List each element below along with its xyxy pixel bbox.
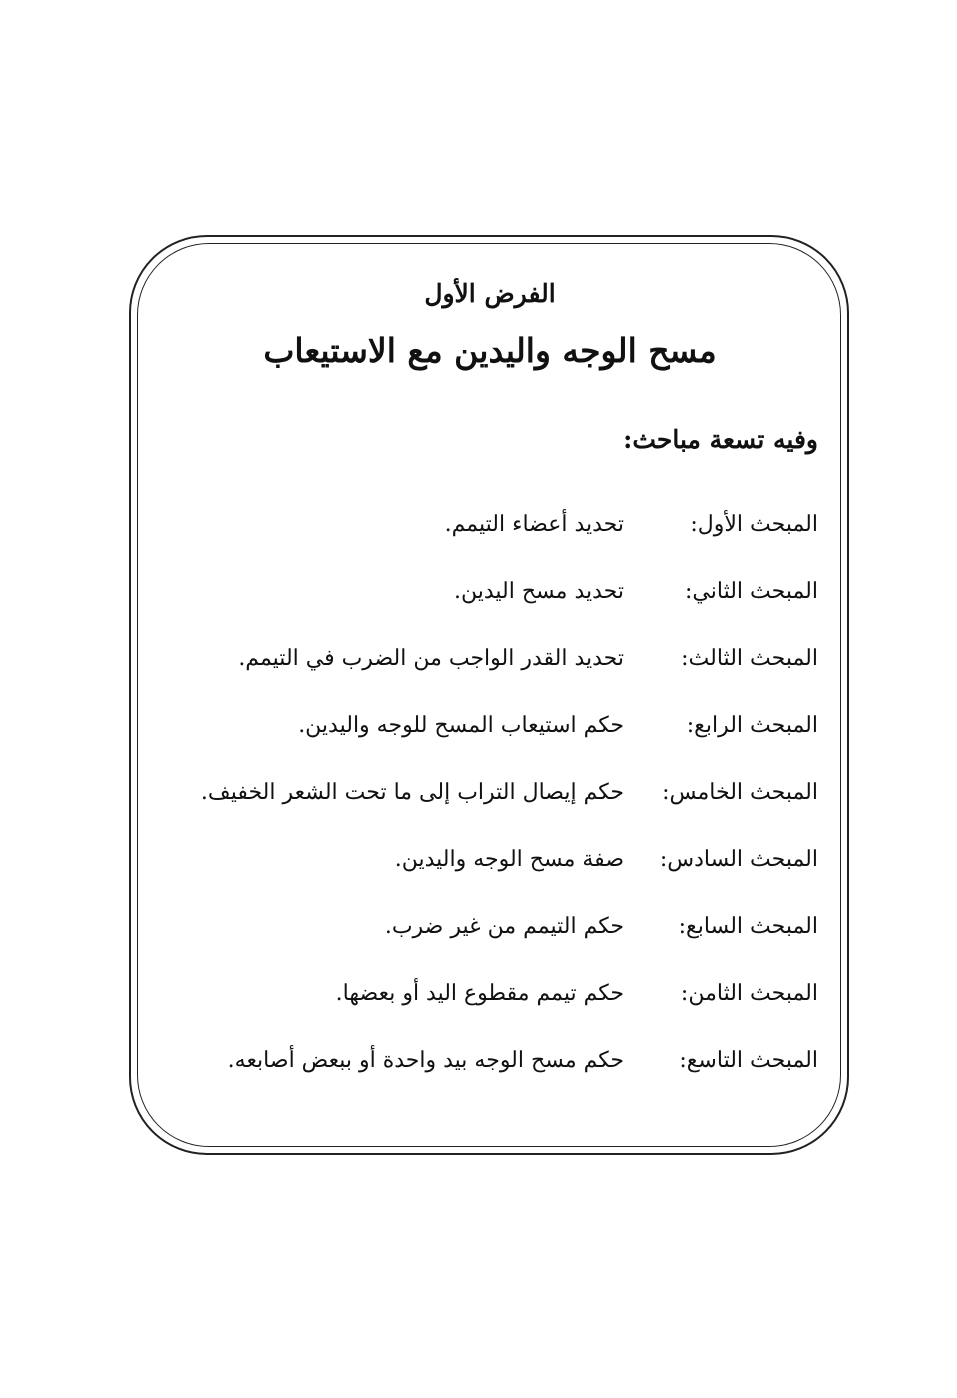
- chapter-subtitle: الفرض الأول: [424, 279, 556, 308]
- section-label: المبحث الرابع:: [686, 713, 818, 738]
- section-row: [140, 759, 818, 826]
- section-topic: صفة مسح الوجه واليدين.: [394, 847, 624, 872]
- section-topic: تحديد مسح اليدين.: [453, 579, 624, 604]
- section-row: [140, 491, 818, 558]
- section-row: [140, 960, 818, 1027]
- section-label: المبحث الثامن:: [680, 981, 818, 1006]
- section-row: [140, 826, 818, 893]
- section-topic: حكم تيمم مقطوع اليد أو بعضها.: [335, 981, 624, 1006]
- section-topic: حكم إيصال التراب إلى ما تحت الشعر الخفيف.: [200, 780, 624, 805]
- chapter-title: مسح الوجه واليدين مع الاستيعاب: [263, 331, 717, 370]
- section-topic: حكم استيعاب المسح للوجه واليدين.: [298, 713, 624, 738]
- section-topic: حكم التيمم من غير ضرب.: [384, 914, 624, 939]
- section-label: المبحث الخامس:: [662, 780, 818, 805]
- section-row: [140, 692, 818, 759]
- sections-list: [140, 491, 818, 1094]
- section-row: [140, 558, 818, 625]
- section-row: [140, 893, 818, 960]
- section-row: [140, 1027, 818, 1094]
- section-label: المبحث الثالث:: [681, 646, 818, 671]
- section-label: المبحث الثاني:: [685, 579, 818, 604]
- section-topic: حكم مسح الوجه بيد واحدة أو ببعض أصابعه.: [227, 1048, 624, 1073]
- sections-intro: وفيه تسعة مباحث:: [623, 425, 818, 454]
- section-topic: تحديد أعضاء التيمم.: [444, 512, 624, 537]
- section-label: المبحث الأول:: [690, 512, 818, 537]
- section-row: [140, 625, 818, 692]
- section-topic: تحديد القدر الواجب من الضرب في التيمم.: [238, 646, 624, 671]
- section-label: المبحث التاسع:: [679, 1048, 818, 1073]
- section-label: المبحث السادس:: [659, 847, 818, 872]
- section-label: المبحث السابع:: [678, 914, 818, 939]
- frame-content: [140, 243, 840, 1143]
